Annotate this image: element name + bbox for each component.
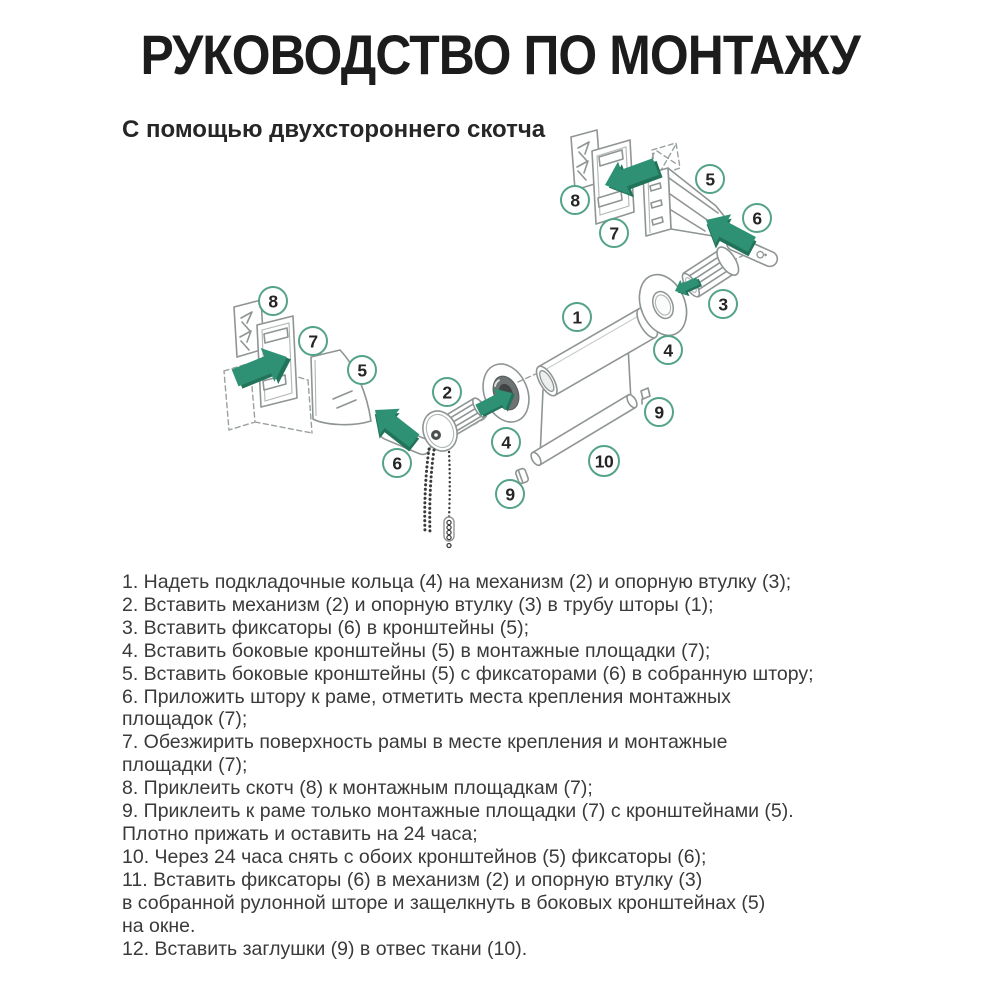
- svg-text:6: 6: [752, 208, 762, 229]
- svg-text:2: 2: [442, 382, 452, 403]
- part-label: [348, 356, 376, 384]
- instruction-line: площадки (7);: [122, 754, 248, 777]
- svg-text:5: 5: [357, 360, 367, 381]
- page-subtitle: С помощью двухстороннего скотча: [122, 116, 546, 143]
- instruction-line: 12. Вставить заглушки (9) в отвес ткани (10).: [122, 937, 528, 960]
- instruction-line: 1. Надеть подкладочные кольца (4) на механизм (2) и опорную втулку (3);: [122, 571, 792, 593]
- page-title: РУКОВОДСТВО ПО МОНТАЖУ: [140, 23, 860, 86]
- svg-text:7: 7: [609, 223, 619, 244]
- instruction-line: Плотно прижать и оставить на 24 часа;: [122, 822, 478, 845]
- svg-text:7: 7: [308, 331, 318, 352]
- part-label: [600, 219, 628, 247]
- part-label: [561, 186, 589, 214]
- instruction-line: на окне.: [122, 914, 196, 937]
- svg-text:6: 6: [392, 453, 402, 474]
- instructions-list: [122, 571, 882, 960]
- svg-text:5: 5: [705, 169, 715, 190]
- part-label: [496, 480, 524, 508]
- part-label: [709, 290, 737, 318]
- svg-text:1: 1: [572, 307, 582, 328]
- instruction-line: площадок (7);: [122, 708, 248, 731]
- instruction-line: в собранной рулонной шторе и защелкнуть в боковых кронштейнах (5): [122, 891, 766, 914]
- svg-text:4: 4: [663, 340, 673, 361]
- part-label: [589, 446, 619, 476]
- part-label: [299, 327, 327, 355]
- svg-text:8: 8: [570, 190, 580, 211]
- part-label: [492, 428, 520, 456]
- svg-text:4: 4: [501, 432, 511, 453]
- ball-chain: [425, 449, 454, 548]
- part-label: [259, 287, 287, 315]
- instruction-line: 9. Приклеить к раме только монтажные площадки (7) с кронштейнами (5).: [122, 800, 794, 823]
- svg-text:9: 9: [654, 402, 664, 423]
- instruction-line: 2. Вставить механизм (2) и опорную втулку (3) в трубу шторы (1);: [122, 593, 714, 616]
- part-label: [743, 204, 771, 232]
- part-label: [383, 449, 411, 477]
- instruction-line: 4. Вставить боковые кронштейны (5) в монтажные площадки (7);: [122, 639, 711, 662]
- part-label: [654, 336, 682, 364]
- svg-text:3: 3: [718, 294, 728, 315]
- instruction-line: 5. Вставить боковые кронштейны (5) с фиксаторами (6) в собранную штору;: [122, 662, 814, 685]
- instruction-line: 11. Вставить фиксаторы (6) в механизм (2) и опорную втулку (3): [122, 868, 703, 891]
- svg-text:8: 8: [268, 291, 278, 312]
- part-label: [563, 303, 591, 331]
- part-label: [433, 378, 461, 406]
- instruction-line: 7. Обезжирить поверхность рамы в месте крепления и монтажные: [122, 731, 728, 754]
- part-label: [696, 165, 724, 193]
- part-label: [645, 398, 673, 426]
- svg-text:10: 10: [594, 451, 614, 472]
- svg-text:9: 9: [505, 484, 515, 505]
- instruction-line: 3. Вставить фиксаторы (6) в кронштейны (5);: [122, 616, 530, 639]
- instruction-line: 6. Приложить штору к раме, отметить места крепления монтажных: [122, 685, 731, 708]
- instruction-line: 10. Через 24 часа снять с обоих кронштейнов (5) фиксаторы (6);: [122, 845, 707, 868]
- left-mounting-assembly: [224, 300, 537, 548]
- instruction-line: 8. Приклеить скотч (8) к монтажным площадкам (7);: [122, 777, 593, 800]
